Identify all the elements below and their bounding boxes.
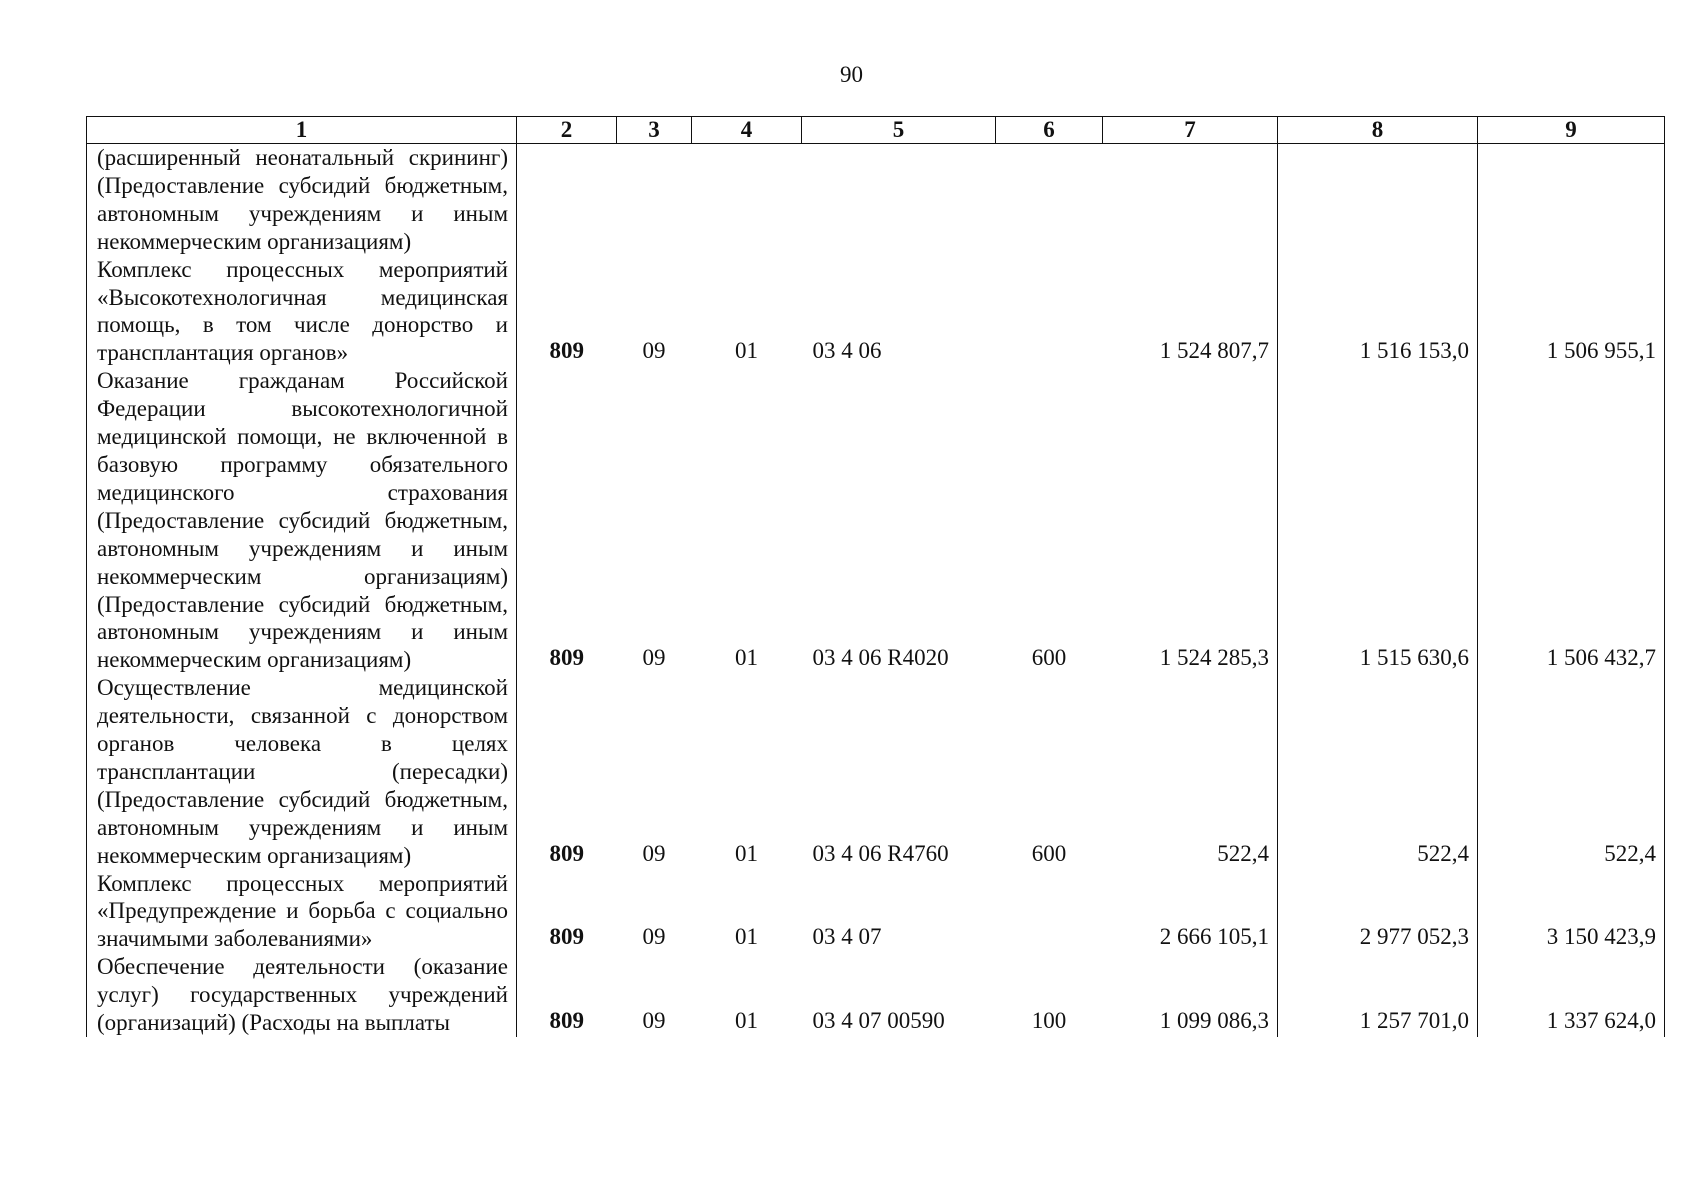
row-col7: 1 524 807,7 <box>1103 256 1278 368</box>
row-name: Осуществление медицинской деятельности, связанной с донорством органов человека в целях трансплантации (пересадки) (Предоставление субсидий бюджетным, автономным учреждениям и иным некоммерческим организациям) <box>87 674 517 869</box>
row-col3: 09 <box>642 840 666 866</box>
row-col3: 09 <box>642 1008 666 1034</box>
table-row <box>87 367 1665 674</box>
row-col4: 01 <box>735 840 758 866</box>
row-col6 <box>996 144 1103 256</box>
row-col8: 1 516 153,0 <box>1278 256 1478 368</box>
row-col3 <box>617 144 692 256</box>
row-col6: 100 <box>1031 1008 1067 1034</box>
row-col8: 1 515 630,6 <box>1278 367 1478 674</box>
row-name: Комплекс процессных мероприятий «Предупреждение и борьба с социально значимыми заболеваниями» <box>87 870 517 954</box>
row-col2 <box>517 144 617 256</box>
row-col5: 03 4 07 <box>812 924 882 950</box>
row-col2: 809 <box>549 645 584 671</box>
row-col9: 1 506 432,7 <box>1478 367 1665 674</box>
row-col4 <box>692 144 802 256</box>
row-col7: 522,4 <box>1103 674 1278 869</box>
budget-table <box>86 116 1665 1037</box>
row-col3: 09 <box>642 338 666 364</box>
row-col2: 809 <box>549 338 584 364</box>
row-col4: 01 <box>735 1008 758 1034</box>
row-col2: 809 <box>549 1008 584 1034</box>
header-cell-9: 9 <box>1478 117 1665 144</box>
header-cell-4: 4 <box>692 117 802 144</box>
row-col8: 2 977 052,3 <box>1278 870 1478 954</box>
row-name: Обеспечение деятельности (оказание услуг) государственных учреждений (организаций) (Расходы на выплаты <box>87 953 517 1037</box>
row-col7 <box>1103 144 1278 256</box>
header-cell-6: 6 <box>996 117 1103 144</box>
table-row <box>87 953 1665 1037</box>
row-col5: 03 4 07 00590 <box>812 1008 945 1034</box>
header-cell-5: 5 <box>802 117 996 144</box>
row-col7: 1 099 086,3 <box>1103 953 1278 1037</box>
row-col2: 809 <box>549 840 584 866</box>
row-col4: 01 <box>735 924 758 950</box>
row-col9: 522,4 <box>1478 674 1665 869</box>
row-name: Комплекс процессных мероприятий «Высокотехнологичная медицинская помощь, в том числе донорство и трансплантация органов» <box>87 256 517 368</box>
row-col8 <box>1278 144 1478 256</box>
row-col6 <box>996 870 1103 954</box>
table-row <box>87 870 1665 954</box>
row-col6 <box>996 256 1103 368</box>
row-col4: 01 <box>735 645 758 671</box>
page-number: 90 <box>840 62 863 87</box>
header-row <box>87 117 1665 144</box>
row-col2: 809 <box>549 924 584 950</box>
row-col3: 09 <box>642 645 666 671</box>
header-cell-1: 1 <box>87 117 517 144</box>
row-col8: 522,4 <box>1278 674 1478 869</box>
row-col5: 03 4 06 <box>812 338 882 364</box>
row-col9: 1 506 955,1 <box>1478 256 1665 368</box>
row-col3: 09 <box>642 924 666 950</box>
row-col5: 03 4 06 R4020 <box>812 645 949 671</box>
row-name: Оказание гражданам Российской Федерации высокотехнологичной медицинской помощи, не включенной в базовую программу обязательного медицинского страхования (Предоставление субсидий бюджетным, автономным учреждениям и иным некоммерческим организациям) (Предоставление субсидий бюджетным, автономным учреждениям и иным некоммерческим организациям) <box>87 367 517 674</box>
header-cell-8: 8 <box>1278 117 1478 144</box>
table-row <box>87 256 1665 368</box>
row-col5 <box>802 144 996 256</box>
row-col9: 1 337 624,0 <box>1478 953 1665 1037</box>
row-col6: 600 <box>1031 840 1067 866</box>
row-col6: 600 <box>1031 645 1067 671</box>
row-col7: 1 524 285,3 <box>1103 367 1278 674</box>
row-col7: 2 666 105,1 <box>1103 870 1278 954</box>
table-row <box>87 674 1665 869</box>
header-cell-3: 3 <box>617 117 692 144</box>
row-col4: 01 <box>735 338 758 364</box>
header-cell-2: 2 <box>517 117 617 144</box>
row-name: (расширенный неонатальный скрининг) (Предоставление субсидий бюджетным, автономным учреждениям и иным некоммерческим организациям) <box>87 144 517 256</box>
row-col5: 03 4 06 R4760 <box>812 840 949 866</box>
table-row <box>87 144 1665 256</box>
row-col9 <box>1478 144 1665 256</box>
row-col8: 1 257 701,0 <box>1278 953 1478 1037</box>
row-col9: 3 150 423,9 <box>1478 870 1665 954</box>
header-cell-7: 7 <box>1103 117 1278 144</box>
